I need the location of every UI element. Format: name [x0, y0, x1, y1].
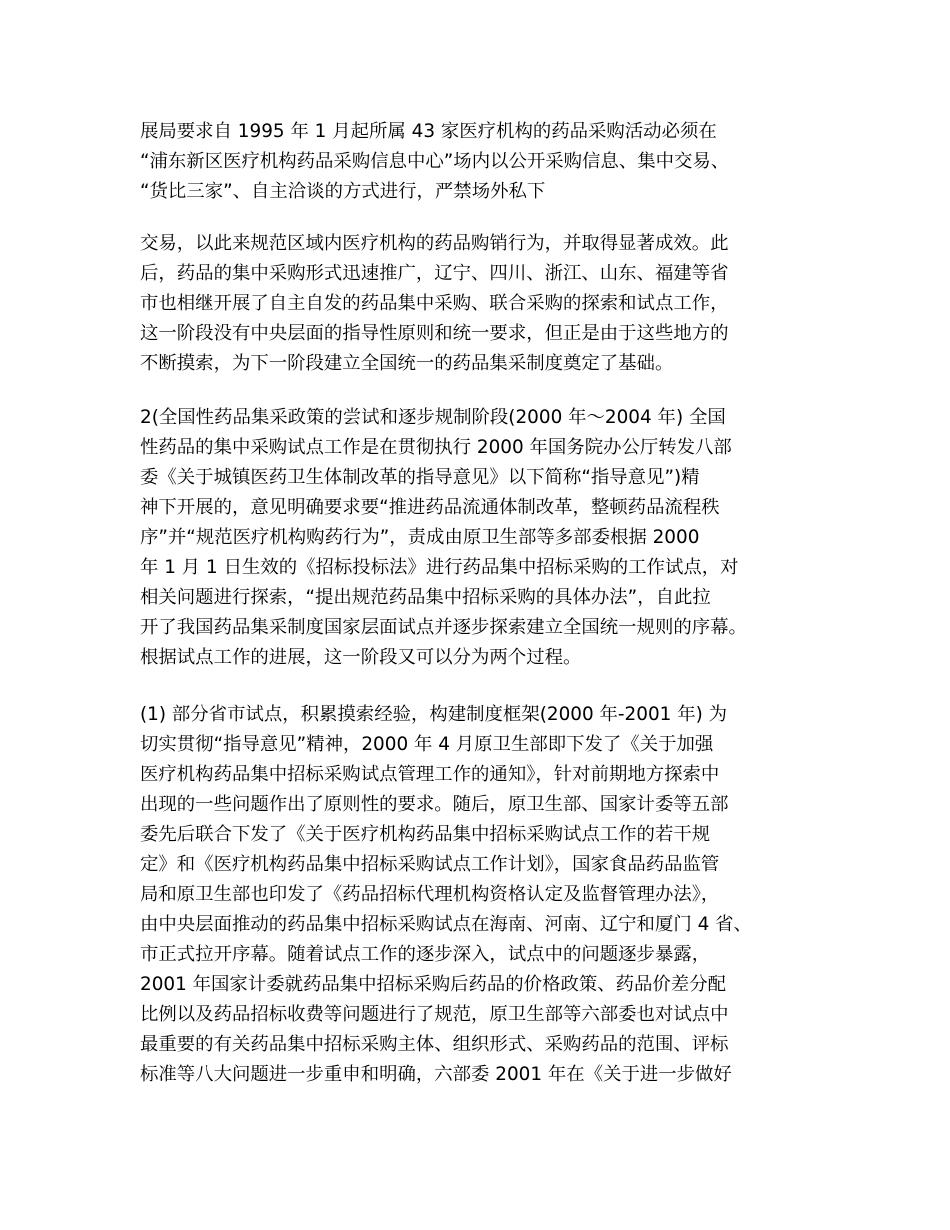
paragraph-4 [140, 700, 830, 1090]
text-line: 神下开展的，意见明确要求要“推进药品流通体制改革，整顿药品流程秩 [140, 497, 720, 518]
text-line: 后，药品的集中采购形式迅速推广，辽宁、四川、浙江、山东、福建等省 [140, 263, 729, 284]
text-line: 这一阶段没有中央层面的指导性原则和统一要求，但正是由于这些地方的 [140, 323, 729, 344]
text-line: 定》和《医疗机构药品集中招标采购试点工作计划》，国家食品药品监管 [140, 854, 720, 875]
text-line: “浦东新区医疗机构药品采购信息中心”场内以公开采购信息、集中交易、 [140, 151, 730, 172]
text-line: 局和原卫生部也印发了《药品招标代理机构资格认定及监督管理办法》， [140, 884, 720, 905]
text-line: 市也相继开展了自主自发的药品集中采购、联合采购的探索和试点工作， [140, 293, 729, 314]
text-line: 标准等八大问题进一步重申和明确，六部委 2001 年在《关于进一步做好 [140, 1064, 732, 1085]
text-line: 2(全国性药品集采政策的尝试和逐步规制阶段(2000 年〜2004 年) 全国 [140, 407, 726, 428]
text-line: 相关问题进行探索，“提出规范药品集中招标采购的具体办法”，自此拉 [140, 587, 711, 608]
text-line: 切实贯彻“指导意见”精神，2000 年 4 月原卫生部即下发了《关于加强 [140, 734, 714, 755]
text-line: 市正式拉开序幕。随着试点工作的逐步深入，试点中的问题逐步暴露， [140, 944, 711, 965]
text-line: 开了我国药品集采制度国家层面试点并逐步探索建立全国统一规则的序幕。 [140, 617, 747, 638]
text-line: 委《关于城镇医药卫生体制改革的指导意见》以下简称“指导意见”)精 [140, 467, 700, 488]
text-line: 2001 年国家计委就药品集中招标采购后药品的价格政策、药品价差分配 [140, 974, 726, 995]
text-line: 年 1 月 1 日生效的《招标投标法》进行药品集中招标采购的工作试点，对 [140, 557, 739, 578]
text-line: 展局要求自 1995 年 1 月起所属 43 家医疗机构的药品采购活动必须在 [140, 121, 717, 142]
text-line: 序”并“规范医疗机构购药行为”，责成由原卫生部等多部委根据 2000 [140, 527, 700, 548]
paragraph-3 [140, 403, 830, 673]
text-line: 最重要的有关药品集中招标采购主体、组织形式、采购药品的范围、评标 [140, 1034, 729, 1055]
text-line: 不断摸索，为下一阶段建立全国统一的药品集采制度奠定了基础。 [140, 353, 674, 374]
text-line: 交易，以此来规范区域内医疗机构的药品购销行为，并取得显著成效。此 [140, 233, 729, 254]
paragraph-1 [140, 117, 830, 207]
text-line: 出现的一些问题作出了原则性的要求。随后，原卫生部、国家计委等五部 [140, 794, 729, 815]
text-line: 性药品的集中采购试点工作是在贯彻执行 2000 年国务院办公厅转发八部 [140, 437, 732, 458]
text-line: 委先后联合下发了《关于医疗机构药品集中招标采购试点工作的若干规 [140, 824, 711, 845]
text-line: “货比三家”、自主洽谈的方式进行，严禁场外私下 [140, 181, 546, 202]
text-line: 医疗机构药品集中招标采购试点管理工作的通知》，针对前期地方探索中 [140, 764, 720, 785]
text-line: 根据试点工作的进展，这一阶段又可以分为两个过程。 [140, 647, 582, 668]
text-line: 比例以及药品招标收费等问题进行了规范，原卫生部等六部委也对试点中 [140, 1004, 729, 1025]
text-line: (1) 部分省市试点，积累摸索经验，构建制度框架(2000 年-2001 年) 为 [140, 704, 728, 725]
text-line: 由中央层面推动的药品集中招标采购试点在海南、河南、辽宁和厦门 4 省、 [140, 914, 752, 935]
paragraph-2 [140, 229, 830, 379]
